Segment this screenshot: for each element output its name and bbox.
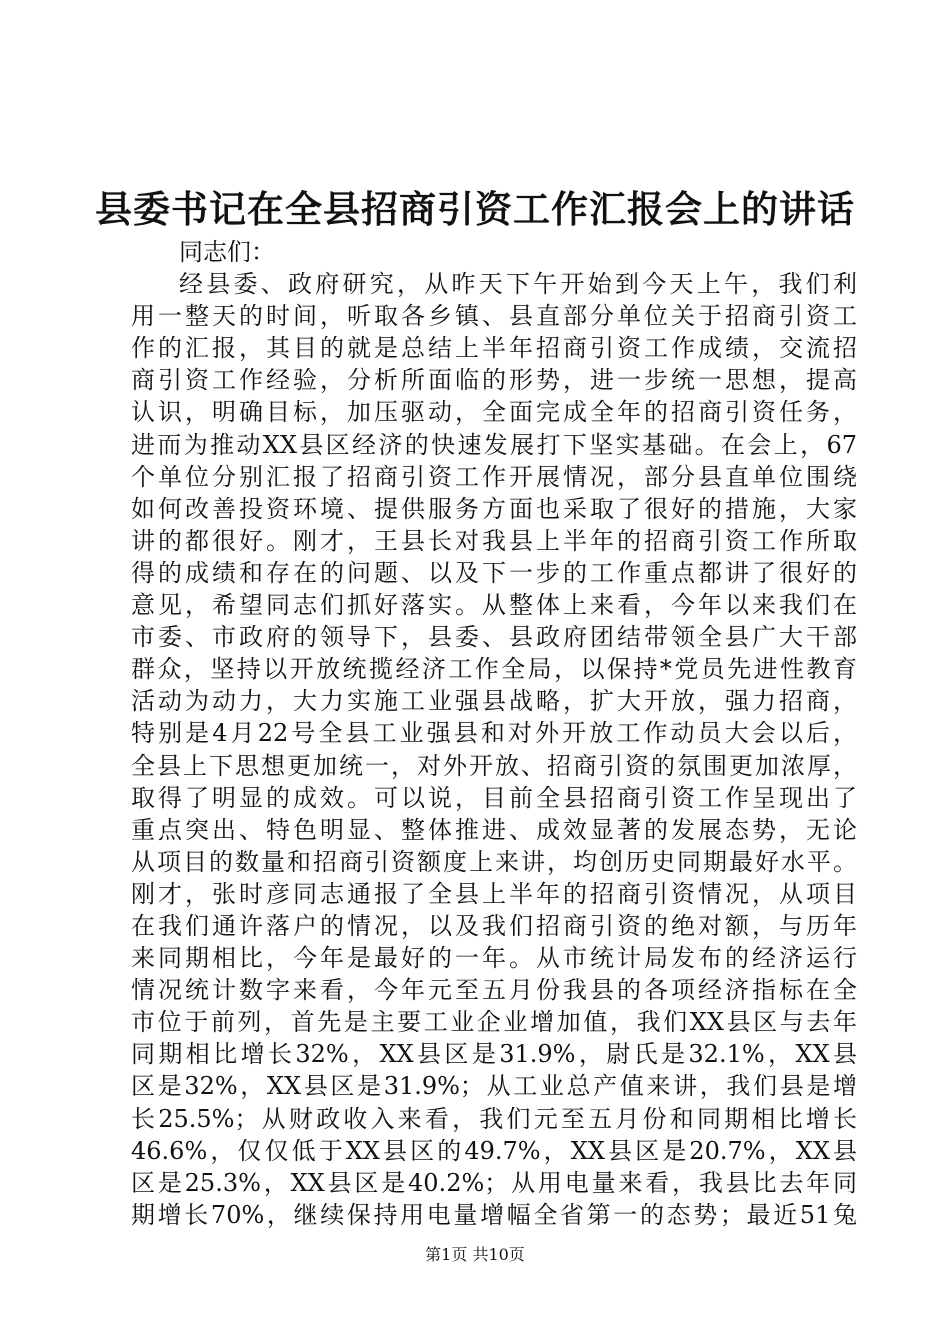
salutation-line: 同志们： [179, 238, 275, 266]
body-line: 特别是4月22号全县工业强县和对外开放工作动员大会以后， [131, 719, 857, 748]
body-line: 经县委、政府研究，从昨天下午开始到今天上午，我们利 [179, 270, 857, 299]
body-line: 区是25.3%，XX县区是40.2%；从用电量来看，我县比去年同 [131, 1168, 857, 1197]
body-line: 全县上下思想更加统一，对外开放、招商引资的氛围更加浓厚， [131, 751, 857, 780]
body-line: 取得了明显的成效。可以说，目前全县招商引资工作呈现出了 [131, 783, 857, 812]
body-line: 市位于前列，首先是主要工业企业增加值，我们XX县区与去年 [131, 1008, 857, 1037]
body-line: 重点突出、特色明显、整体推进、成效显著的发展态势，无论 [131, 815, 857, 844]
body-line: 在我们通许落户的情况，以及我们招商引资的绝对额，与历年 [131, 911, 857, 940]
body-line: 46.6%，仅仅低于XX县区的49.7%，XX县区是20.7%，XX县 [131, 1136, 857, 1165]
body-line: 市委、市政府的领导下，县委、县政府团结带领全县广大干部 [131, 623, 857, 652]
body-line: 进而为推动XX县区经济的快速发展打下坚实基础。在会上，67 [131, 430, 857, 459]
body-line: 讲的都很好。刚才，王县长对我县上半年的招商引资工作所取 [131, 526, 857, 555]
body-line: 得的成绩和存在的问题、以及下一步的工作重点都讲了很好的 [131, 558, 857, 587]
body-line: 群众，坚持以开放统揽经济工作全局，以保持*党员先进性教育 [131, 655, 857, 684]
body-line: 来同期相比，今年是最好的一年。从市统计局发布的经济运行 [131, 944, 857, 973]
body-line: 从项目的数量和招商引资额度上来讲，均创历史同期最好水平。 [131, 847, 857, 876]
body-line: 同期相比增长32%，XX县区是31.9%，尉氏是32.1%，XX县 [131, 1040, 857, 1069]
body-line: 用一整天的时间，听取各乡镇、县直部分单位关于招商引资工 [131, 302, 857, 331]
document-body [131, 236, 857, 1231]
body-line: 期增长70%，继续保持用电量增幅全省第一的态势；最近51兔 [131, 1200, 857, 1229]
body-line: 作的汇报，其目的就是总结上半年招商引资工作成绩，交流招 [131, 334, 857, 363]
body-line: 商引资工作经验，分析所面临的形势，进一步统一思想，提高 [131, 366, 857, 395]
body-line: 认识，明确目标，加压驱动，全面完成全年的招商引资任务， [131, 398, 857, 427]
page-footer: 第1页 共10页 [425, 1245, 525, 1264]
body-line: 如何改善投资环境、提供服务方面也采取了很好的措施，大家 [131, 494, 857, 523]
body-line: 刚才，张时彦同志通报了全县上半年的招商引资情况，从项目 [131, 879, 857, 908]
body-line: 活动为动力，大力实施工业强县战略，扩大开放，强力招商， [131, 687, 857, 716]
body-line: 个单位分别汇报了招商引资工作开展情况，部分县直单位围绕 [131, 462, 857, 491]
body-line: 情况统计数字来看，今年元至五月份我县的各项经济指标在全 [131, 976, 857, 1005]
body-line: 区是32%，XX县区是31.9%；从工业总产值来讲，我们县是增 [131, 1072, 857, 1101]
body-line: 意见，希望同志们抓好落实。从整体上来看，今年以来我们在 [131, 591, 857, 620]
body-line: 长25.5%；从财政收入来看，我们元至五月份和同期相比增长 [131, 1104, 857, 1133]
document-title: 县委书记在全县招商引资工作汇报会上的讲话 [95, 187, 855, 231]
